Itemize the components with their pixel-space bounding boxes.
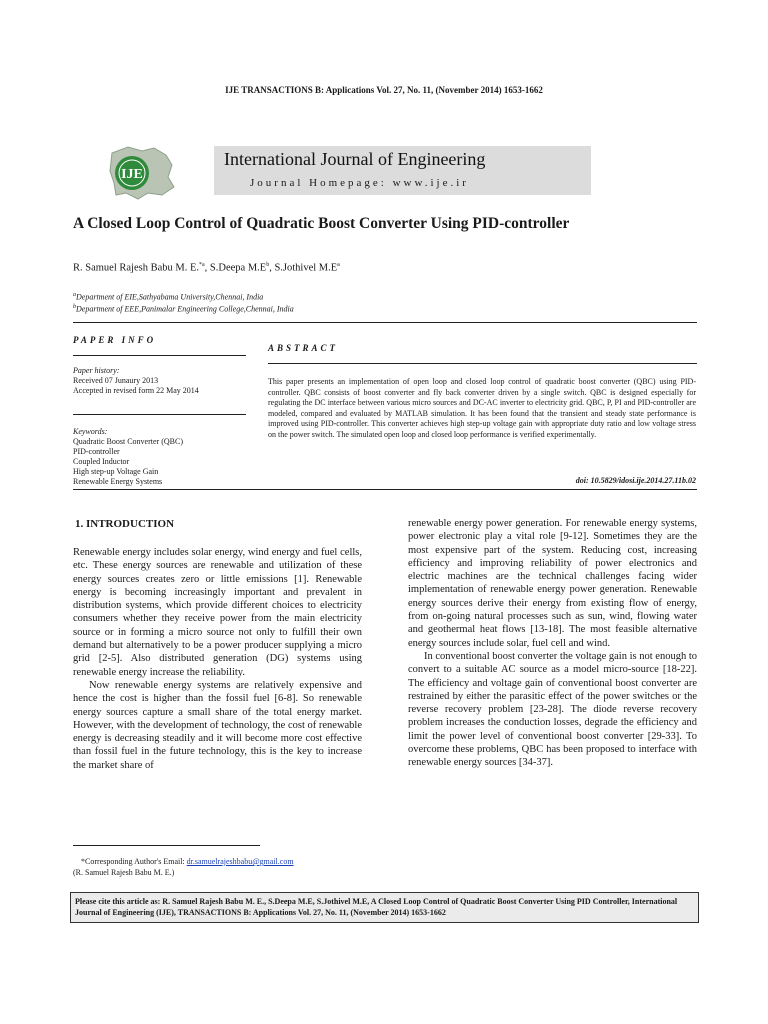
keyword-item: Coupled Inductor <box>73 457 130 466</box>
paper-title: A Closed Loop Control of Quadratic Boost Converter Using PID-controller <box>73 215 570 232</box>
paragraph: In conventional boost converter the voltage gain is not enough to convert to a suitable AC source as a model micro-source [18-22]. The efficiency and voltage gain of conventional boost converter are restrained by either the parasitic effect of the power switches or the reverse recovery problem [23-28]. The diode reverse recovery problem increases the conduction losses, degrade the efficiency and limit the power level of conventional boost converter [29-33]. To overcome these problems, QBC has been proposed to interface with renewable energy sources [34-37]. <box>408 650 697 769</box>
footnote-rule <box>73 845 260 846</box>
journal-homepage: Journal Homepage: www.ije.ir <box>250 177 469 189</box>
divider <box>73 355 246 356</box>
received-date: Received 07 Junaury 2013 <box>73 376 159 385</box>
divider <box>268 363 697 364</box>
paragraph: Renewable energy includes solar energy, wind energy and fuel cells, etc. These energy sources are renewable and utilization of these energy sources creates zero or little emissions [1]. Renewable energy is becoming increasingly important and prevalent in distribution systems, which provide different choices to electricity consumers whether they receive power from the main electricity source or in forming a micro source not only to fulfill their own demand but alternatively to be a power producer supplying a micro grid [2-5]. Also distributed generation (DG) systems using renewable energy increase the reliability. <box>73 547 362 678</box>
author-list <box>73 262 340 274</box>
author-sup: a <box>337 262 340 268</box>
abstract-text: This paper presents an implementation of open loop and closed loop control of quadratic boost converter (QBC) using PID-controller. QBC consists of boost converter and fly back converter driven by a single switch. QBC is designed especially for regulating the DC interface between various micro sources and DC-AC inverter to electricity grid. QBC, P, PI and PID-controller are modeled, compared and evaluated by MATLAB simulation. It has been found that the transient and steady state performance is improved using PID-controller. This converter achieves high step-up voltage gain with appropriate duty ratio and low voltage stress on the power switch. The simulated open loop and closed loop performance is verified experimentally. <box>268 377 696 439</box>
ije-logo-icon <box>108 143 176 201</box>
abstract-label: ABSTRACT <box>268 343 339 353</box>
affiliation-sup: b <box>73 304 76 310</box>
journal-banner <box>214 146 591 195</box>
author-name: R. Samuel Rajesh Babu M. E. <box>73 262 199 274</box>
right-column <box>408 517 697 770</box>
author-separator: , <box>269 262 275 274</box>
doi-link[interactable]: doi: 10.5829/idosi.ije.2014.27.11b.02 <box>575 476 696 485</box>
keyword-item: High step-up Voltage Gain <box>73 467 159 476</box>
keywords-label: Keywords: <box>73 427 108 436</box>
author-sup: b <box>266 262 270 268</box>
author-email-link[interactable]: dr.samuelrajeshbabu@gmail.com <box>186 857 294 866</box>
author-name: S.Jothivel M.E <box>274 262 338 274</box>
left-column <box>73 546 362 772</box>
affiliation-text: Department of EIE,Sathyabama University,Chennai, India <box>76 292 264 302</box>
citation-text: Please cite this article as: R. Samuel Rajesh Babu M. E., S.Deepa M.E, S.Jothivel M.E, A Closed Loop Control of Quadratic Boost Converter Using PID Controller, International Journal of Engineering (IJE), TRANSACTIONS B: Applications Vol. 27, No. 11, (November 2014) 1653-1662 <box>75 897 678 917</box>
keyword-item: PID-controller <box>73 447 120 456</box>
paragraph: Now renewable energy systems are relatively expensive and hence the cost is higher than the fossil fuel [6-8]. So renewable energy sources capture a small share of the total energy market. However, with the development of technology, the cost of renewable energy is decreasing steadily and it will become more cost effective than fossil fuel in the future technology, this is the key to increase the market share of <box>73 679 363 771</box>
history-label: Paper history: <box>73 366 120 375</box>
footnote <box>73 856 294 878</box>
keyword-item: Quadratic Boost Converter (QBC) <box>73 437 183 446</box>
paragraph: renewable energy power generation. For renewable energy systems, power electronic play a vital role [9-12]. Sometimes they are the most expensive part of the system. Reducing cost, increasing efficiency and improving reliability of power electronics and electric machines are the technical challenges facing wider implementation of renewable energy power generation. Renewable energy sources derive their energy from existing flow of energy, from on-going natural processes such as sun, wind, flowing water and geothermal heat flows [13-18]. The most feasible alternative energy sources include solar, fuel cell and wind. <box>408 518 697 649</box>
accepted-date: Accepted in revised form 22 May 2014 <box>73 386 199 395</box>
footnote-name: (R. Samuel Rajesh Babu M. E.) <box>73 868 175 877</box>
affiliation-text: Department of EEE,Panimalar Engineering College,Chennai, India <box>76 304 294 314</box>
divider <box>73 322 697 323</box>
citation-box <box>70 892 699 923</box>
running-head: IJE TRANSACTIONS B: Applications Vol. 27, No. 11, (November 2014) 1653-1662 <box>225 85 543 95</box>
affiliation <box>73 292 263 302</box>
logo-text: IJE <box>121 167 143 182</box>
author-sup: *a <box>199 262 205 268</box>
divider <box>73 489 697 490</box>
footnote-label: *Corresponding Author's Email: <box>81 857 185 866</box>
affiliation-sup: a <box>73 292 76 298</box>
divider <box>73 414 246 415</box>
journal-title: International Journal of Engineering <box>224 149 486 169</box>
paper-info-label: PAPER INFO <box>73 335 157 345</box>
affiliation <box>73 304 294 314</box>
keyword-item: Renewable Energy Systems <box>73 477 163 486</box>
author-separator: , <box>204 262 210 274</box>
author-name: S.Deepa M.E <box>209 262 267 274</box>
section-heading: 1. INTRODUCTION <box>75 518 175 530</box>
